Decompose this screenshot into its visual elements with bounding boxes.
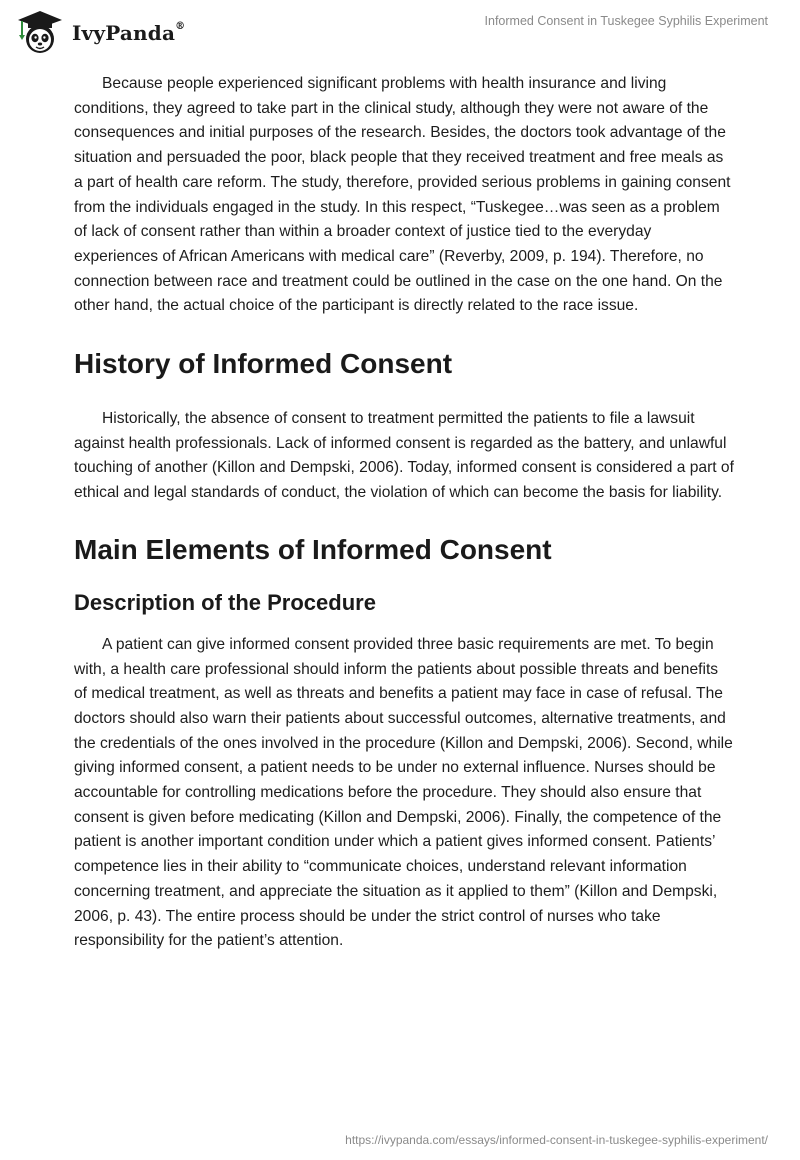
panda-logo-icon: [14, 9, 66, 55]
section-heading-history: History of Informed Consent: [74, 348, 453, 380]
essay-content: [74, 72, 734, 954]
subsection-heading-procedure: Description of the Procedure: [74, 589, 376, 615]
source-url[interactable]: https://ivypanda.com/essays/informed-consent-in-tuskegee-syphilis-experiment/: [345, 1133, 768, 1147]
paragraph: Because people experienced significant problems with health insurance and living conditions, they agreed to take part in the clinical study, although they were not aware of the consequences and initial purposes of the research. Besides, the doctors took advantage of the situation and persuaded the poor, black people that they received treatment and free meals as a part of health care reform. The study, therefore, provided serious problems in gaining consent from the individuals engaged in the study. In this respect, “Tuskegee…was seen as a problem of lack of consent rather than within a broader context of justice tied to the everyday experiences of African Americans with medical care” (Reverby, 2009, p. 194). Therefore, no connection between race and treatment could be outlined in the case on the one hand. On the other hand, the actual choice of the participant is directly related to the race issue.: [74, 75, 731, 315]
page-header: [0, 0, 800, 64]
document-title: Informed Consent in Tuskegee Syphilis Experiment: [484, 14, 768, 28]
paragraph: Historically, the absence of consent to treatment permitted the patients to file a lawsuit against health professionals. Lack of informed consent is regarded as the battery, and unlawful touching of another (Killon and Dempski, 2006). Today, informed consent is considered a part of ethical and legal standards of conduct, the violation of which can become the basis for liability.: [74, 410, 734, 502]
section-heading-main-elements: Main Elements of Informed Consent: [74, 533, 552, 565]
logo-text: IvyPanda®: [72, 21, 186, 45]
paragraph: A patient can give informed consent provided three basic requirements are met. To begin with, a health care professional should inform the patients about possible threats and benefits of medical treatment, as well as threats and benefits a patient may face in case of refusal. The doctors should also warn their patients about successful outcomes, alternative treatments, and the credentials of the ones involved in the procedure (Killon and Dempski, 2006). Second, while giving informed consent, a patient needs to be under no external influence. Nurses should be accountable for controlling medications before the procedure. They should also ensure that consent is given before medicating (Killon and Dempski, 2006). Finally, the competence of the patient is another important condition under which a patient gives informed consent. Patients’ competence lies in their ability to “communicate choices, understand relevant information concerning treatment, and appreciate the situation as it applied to them” (Killon and Dempski, 2006, p. 43). The entire process should be under the strict control of nurses who take responsibility for the patient’s attention.: [74, 635, 733, 950]
logo[interactable]: [14, 9, 185, 55]
